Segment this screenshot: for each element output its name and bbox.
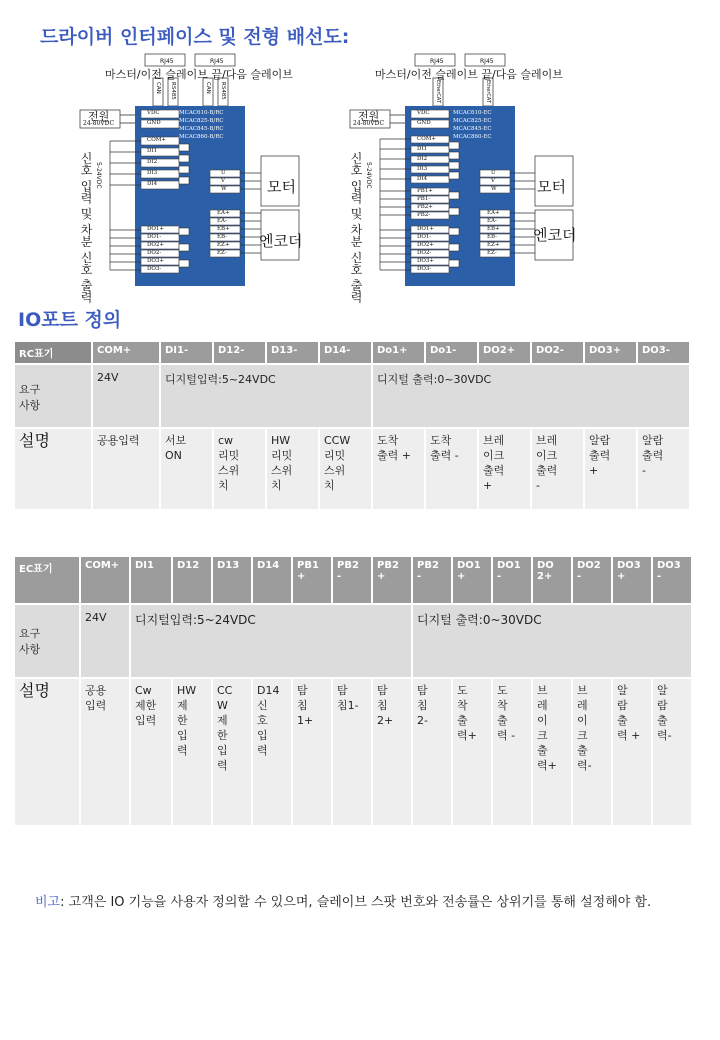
pin-label: GND [147, 120, 161, 126]
driver-models: MCAC610-B/RC MCAC825-B/RC MCAC845-B/RC MCAC860-B/RC [179, 110, 224, 140]
description-cell: Cw 제한 입력 [131, 679, 171, 825]
description-cell: CCW 리밋 스위 치 [320, 429, 371, 509]
description-cell: 도 착 출 력 - [493, 679, 531, 825]
pin-label: EA- [217, 218, 227, 224]
pin-label: COM+ [147, 137, 166, 143]
description-cell: 탐 침 1+ [293, 679, 331, 825]
pin-label: V [491, 178, 495, 184]
master-slave-label: 마스터/이전 슬레이브 끝/다음 슬레이브 [375, 68, 563, 81]
pin-label: DO2- [147, 250, 162, 256]
description-cell: 브 레 이 크 출 력+ [533, 679, 571, 825]
signal-side-label: 신호 입력 및 차분 신호 출력 [79, 152, 93, 304]
pin-label: U [221, 170, 226, 176]
pin-label: EB- [217, 234, 228, 240]
pin-label: DI1 [417, 146, 428, 152]
table-header: PB2 + [373, 557, 411, 603]
table-header: D14 [253, 557, 291, 603]
io-section-title: IO포트 정의 [18, 309, 122, 331]
requirement-com: 24V [81, 605, 129, 677]
signal-voltage: 5-24VDC [95, 162, 102, 189]
table-header: DO1 + [453, 557, 491, 603]
table-header: DO2 - [573, 557, 611, 603]
description-sign: - [667, 729, 672, 742]
pin-label: EZ- [487, 250, 497, 256]
description-cell: 브 레 이 크 출 력- [573, 679, 611, 825]
table-header: DO1 - [493, 557, 531, 603]
pin-label: EZ+ [217, 242, 230, 248]
pin-label: DI1 [147, 148, 158, 154]
table-header: COM+ [81, 557, 129, 603]
table-header: DO2- [532, 342, 583, 363]
pin-label: EA- [487, 218, 497, 224]
table-header: COM+ [93, 342, 159, 363]
pin-label: PB2- [417, 212, 431, 218]
driver-models: MCAC610-EC MCAC825-EC MCAC845-EC MCAC860-EC [453, 110, 492, 140]
note-body: : 고객은 IO 기능을 사용자 정의할 수 있으며, 슬레이브 스팟 번호와 전송률은 상위기를 통해 설정해야 함. [60, 895, 652, 910]
motor-label: 모터 [537, 178, 566, 196]
table-header: DO3 - [653, 557, 691, 603]
pin-label: GND [417, 120, 431, 126]
description-cell: 탐 침 2+ [373, 679, 411, 825]
pin-label: DO2+ [417, 242, 435, 248]
description-label: 설명 [15, 679, 79, 825]
description-cell: HW 제 한 입 력 [173, 679, 211, 825]
description-cell: HW 리밋 스위 치 [267, 429, 318, 509]
pin-label: EA+ [217, 210, 230, 216]
pin-label: DI4 [147, 181, 158, 187]
table-header: DO3- [638, 342, 689, 363]
pin-label: DO1- [147, 234, 162, 240]
encoder-label: 엔코더 [533, 226, 577, 244]
description-cell: 알람 출력 - [638, 429, 689, 509]
pin-label: DO3+ [147, 258, 165, 264]
table-header: EC표기 [15, 557, 79, 603]
description-cell: 공용 입력 [81, 679, 129, 825]
pin-label: DI4 [417, 176, 428, 182]
pin-label: DO3- [147, 266, 162, 272]
pin-label: V [221, 178, 225, 184]
pin-label: DI3 [147, 170, 158, 176]
table-header: DO3+ [585, 342, 636, 363]
motor-label: 모터 [267, 178, 296, 196]
table-header: PB1 + [293, 557, 331, 603]
note-text [35, 893, 655, 913]
rj45-label: RJ45 [210, 58, 224, 65]
requirement-label: 요구 사항 [15, 365, 91, 427]
description-text: 알 람 출 력 [617, 684, 628, 742]
pin-label: DO3- [417, 266, 432, 272]
requirement-output: 디지털 출력:0~30VDC [413, 605, 691, 677]
description-cell: 브레 이크 출력 + [479, 429, 530, 509]
port-label: EtherCAT [435, 80, 441, 103]
port-label: RS485 [220, 82, 226, 100]
pin-label: EZ+ [487, 242, 500, 248]
table-header: DI1 [131, 557, 171, 603]
rc-wiring-diagram [75, 52, 375, 304]
pin-label: EZ- [217, 250, 227, 256]
table-header: PB2 - [413, 557, 451, 603]
requirement-com: 24V [93, 365, 159, 427]
table-header: D14- [320, 342, 371, 363]
table-header: Do1+ [373, 342, 424, 363]
description-cell: D14 신 호 입 력 [253, 679, 291, 825]
description-cell: 서보 ON [161, 429, 212, 509]
pin-label: EB+ [487, 226, 500, 232]
pin-label: VDC [147, 110, 160, 116]
pin-label: EB- [487, 234, 498, 240]
pin-label: DO2+ [147, 242, 165, 248]
master-slave-label: 마스터/이전 슬레이브 끝/다음 슬레이브 [105, 68, 293, 81]
table-header: DO 2+ [533, 557, 571, 603]
description-cell: 도착 출력 - [426, 429, 477, 509]
encoder-label: 엔코더 [259, 232, 303, 250]
power-voltage: 24-80VDC [353, 120, 385, 127]
pin-label: PB1+ [417, 188, 433, 194]
pin-label: COM+ [417, 136, 436, 142]
requirement-input: 디지털입력:5~24VDC [131, 605, 411, 677]
description-cell: 탐 침 2- [413, 679, 451, 825]
description-cell: cw 리밋 스위 치 [214, 429, 265, 509]
table-header: D13- [267, 342, 318, 363]
pin-label: DI3 [417, 166, 428, 172]
power-label: 전원 [358, 110, 380, 123]
requirement-output: 디지털 출력:0~30VDC [373, 365, 689, 427]
table-header: DO3 + [613, 557, 651, 603]
port-label: RS485 [170, 82, 176, 100]
pin-label: DO3+ [417, 258, 435, 264]
pin-label: VDC [417, 110, 430, 116]
port-label: EtherCAT [485, 80, 491, 103]
description-cell: 알람 출력 + [585, 429, 636, 509]
table-header: PB2 - [333, 557, 371, 603]
table-header: D12- [214, 342, 265, 363]
requirement-label: 요구 사항 [15, 605, 79, 677]
note-label: 비고 [35, 895, 61, 910]
description-label: 설명 [15, 429, 91, 509]
description-cell [653, 679, 691, 825]
port-label: CAN [205, 82, 211, 94]
rj45-label: RJ45 [160, 58, 174, 65]
description-text: 알 람 출 력 [657, 684, 668, 742]
description-sign: + [631, 729, 641, 742]
description-cell: 공용입력 [93, 429, 159, 509]
description-cell: 도 착 출 력+ [453, 679, 491, 825]
table-header: D13 [213, 557, 251, 603]
description-cell: CC W 제 한 입 력 [213, 679, 251, 825]
table-header: Do1- [426, 342, 477, 363]
pin-label: DI2 [147, 159, 158, 165]
table-header: D12 [173, 557, 211, 603]
port-label: CAN [155, 82, 161, 94]
rc-io-table [13, 340, 691, 511]
ec-io-table [13, 555, 693, 827]
rj45-label: RJ45 [480, 58, 494, 65]
pin-label: DO2- [417, 250, 432, 256]
page-title: 드라이버 인터페이스 및 전형 배선도: [40, 26, 350, 48]
description-cell: 브레 이크 출력 - [532, 429, 583, 509]
table-header: RC표기 [15, 342, 91, 363]
table-header: DO2+ [479, 342, 530, 363]
power-label: 전원 [88, 110, 110, 123]
description-cell: 탐 침1- [333, 679, 371, 825]
pin-label: W [491, 186, 497, 192]
pin-label: DO1- [417, 234, 432, 240]
pin-label: W [221, 186, 227, 192]
table-header: DI1- [161, 342, 212, 363]
signal-side-label: 신호 입력 및 차분 신호 출력 [349, 152, 363, 304]
description-cell: 도착 출력 + [373, 429, 424, 509]
pin-label: DO1+ [417, 226, 435, 232]
signal-voltage: 5-24VDC [365, 162, 372, 189]
requirement-input: 디지털입력:5~24VDC [161, 365, 371, 427]
pin-label: EB+ [217, 226, 230, 232]
pin-label: PB2+ [417, 204, 433, 210]
pin-label: U [491, 170, 496, 176]
power-voltage: 24-80VDC [83, 120, 115, 127]
pin-label: PB1- [417, 196, 431, 202]
rj45-label: RJ45 [430, 58, 444, 65]
description-cell [613, 679, 651, 825]
pin-label: DO1+ [147, 226, 165, 232]
pin-label: DI2 [417, 156, 428, 162]
ec-wiring-diagram [345, 52, 645, 304]
pin-label: EA+ [487, 210, 500, 216]
